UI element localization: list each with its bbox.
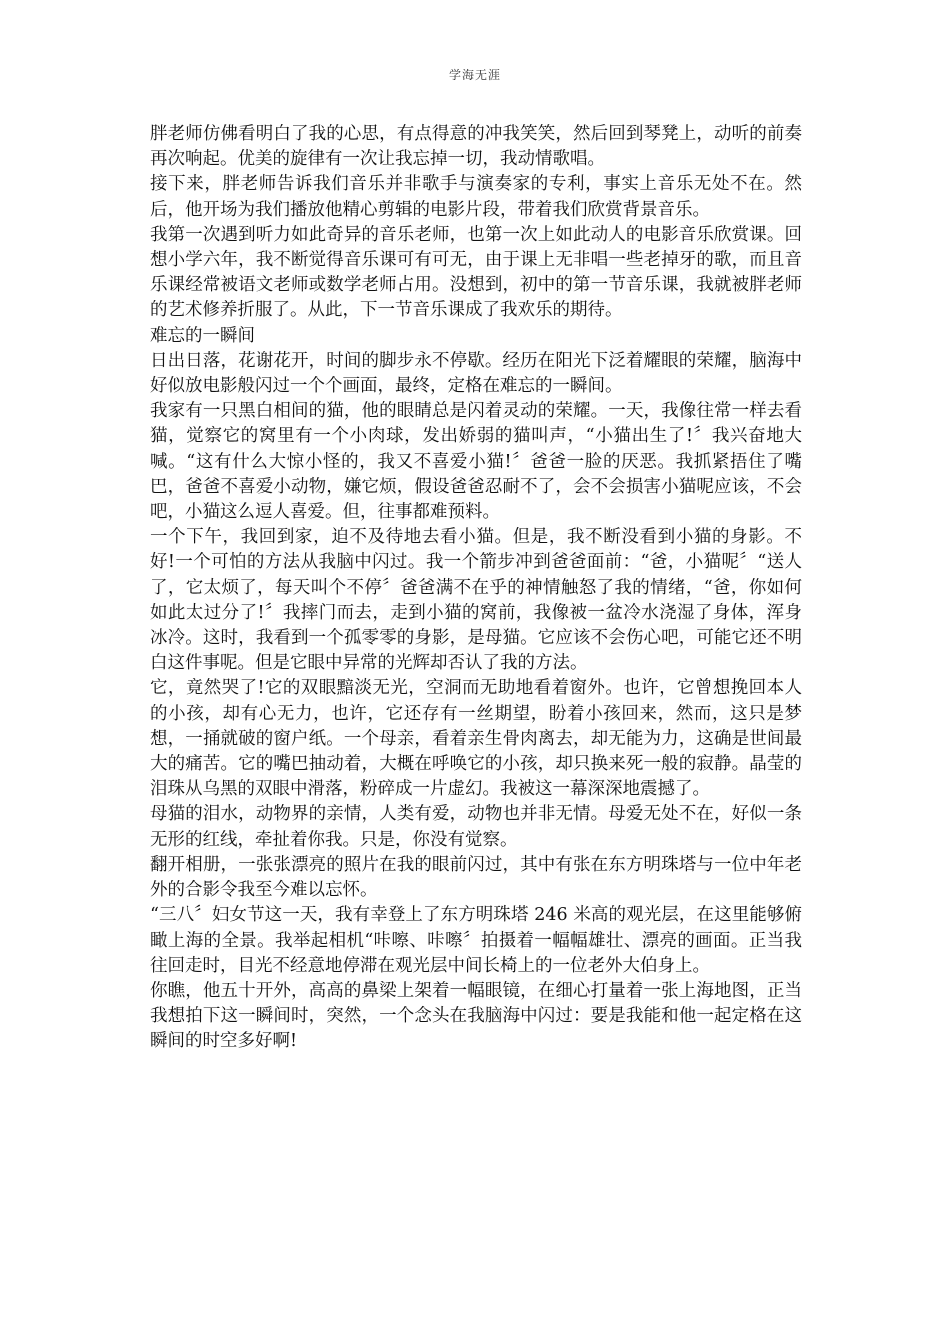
- paragraph: “三八〞妇女节这一天，我有幸登上了东方明珠塔 246 米高的观光层，在这里能够俯瞰上海的全景。我举起相机“咔嚓、咔嚓〞拍摄着一幅幅雄壮、漂亮的画面。正当我往回走时，目光不经意地停滞在观光层中间长椅上的一位老外大伯身上。: [150, 905, 802, 976]
- section-title: 难忘的一瞬间: [150, 325, 255, 346]
- paragraph: 一个下午，我回到家，迫不及待地去看小猫。但是，我不断没看到小猫的身影。不好!一个可怕的方法从我脑中闪过。我一个箭步冲到爸爸面前：“爸，小猫呢〞“送人了，它太烦了，每天叫个不停〞爸爸满不在乎的神情触怒了我的情绪，“爸，你如何如此太过分了!〞我摔门而去，走到小猫的窝前，我像被一盆冷水浇湿了身体，浑身冰冷。这时，我看到一个孤零零的身影，是母猫。它应该不会伤心吧，可能它还不明白这件事呢。但是它眼中异常的光辉却否认了我的方法。: [150, 527, 802, 674]
- paragraph: 胖老师仿佛看明白了我的心思，有点得意的冲我笑笑，然后回到琴凳上，动听的前奏再次响起。优美的旋律有一次让我忘掉一切，我动情歌唱。: [150, 124, 802, 170]
- paragraph: 接下来，胖老师告诉我们音乐并非歌手与演奏家的专利，事实上音乐无处不在。然后，他开场为我们播放他精心剪辑的电影片段，带着我们欣赏背景音乐。: [150, 174, 802, 220]
- paragraph: 你瞧，他五十开外，高高的鼻梁上架着一幅眼镜，在细心打量着一张上海地图，正当我想拍下这一瞬间时，突然，一个念头在我脑海中闪过：要是我能和他一起定格在这瞬间的时空多好啊!: [150, 980, 802, 1052]
- paragraph: 我家有一只黑白相间的猫，他的眼睛总是闪着灵动的荣耀。一天，我像往常一样去看猫，觉察它的窝里有一个小肉球，发出娇弱的猫叫声，“小猫出生了!〞我兴奋地大喊。“这有什么大惊小怪的，我又不喜爱小猫!〞爸爸一脸的厌恶。我抓紧捂住了嘴巴，爸爸不喜爱小动物，嫌它烦，假设爸爸忍耐不了，会不会损害小猫呢应该，不会吧，小猫这么逗人喜爱。但，往事都难预料。: [150, 401, 802, 523]
- paragraph: 它，竟然哭了!它的双眼黯淡无光，空洞而无助地看着窗外。也许，它曾想挽回本人的小孩，却有心无力，也许，它还存有一丝期望，盼着小孩回来，然而，这只是梦想，一捅就破的窗户纸。一个母亲，看着亲生骨肉离去，却无能为力，这确是世间最大的痛苦。它的嘴巴抽动着，大概在呼唤它的小孩，却只换来死一般的寂静。晶莹的泪珠从乌黑的双眼中滑落，粉碎成一片虚幻。我被这一幕深深地震撼了。: [150, 678, 802, 800]
- paragraph: 日出日落，花谢花开，时间的脚步永不停歇。经历在阳光下泛着耀眼的荣耀，脑海中好似放电影般闪过一个个画面，最终，定格在难忘的一瞬间。: [150, 350, 802, 397]
- paragraph: 翻开相册，一张张漂亮的照片在我的眼前闪过，其中有张在东方明珠塔与一位中年老外的合影令我至今难以忘怀。: [150, 854, 802, 901]
- page-header: 学海无涯: [448, 68, 501, 82]
- document-body: [150, 122, 802, 1055]
- paragraph: 母猫的泪水，动物界的亲情，人类有爱，动物也并非无情。母爱无处不在，好似一条无形的红线，牵扯着你我。只是，你没有觉察。: [150, 804, 802, 850]
- paragraph: 我第一次遇到听力如此奇异的音乐老师，也第一次上如此动人的电影音乐欣赏课。回想小学六年，我不断觉得音乐课可有可无，由于课上无非唱一些老掉牙的歌，而且音乐课经常被语文老师或数学老师占用。没想到，初中的第一节音乐课，我就被胖老师的艺术修养折服了。从此，下一节音乐课成了我欢乐的期待。: [150, 224, 802, 321]
